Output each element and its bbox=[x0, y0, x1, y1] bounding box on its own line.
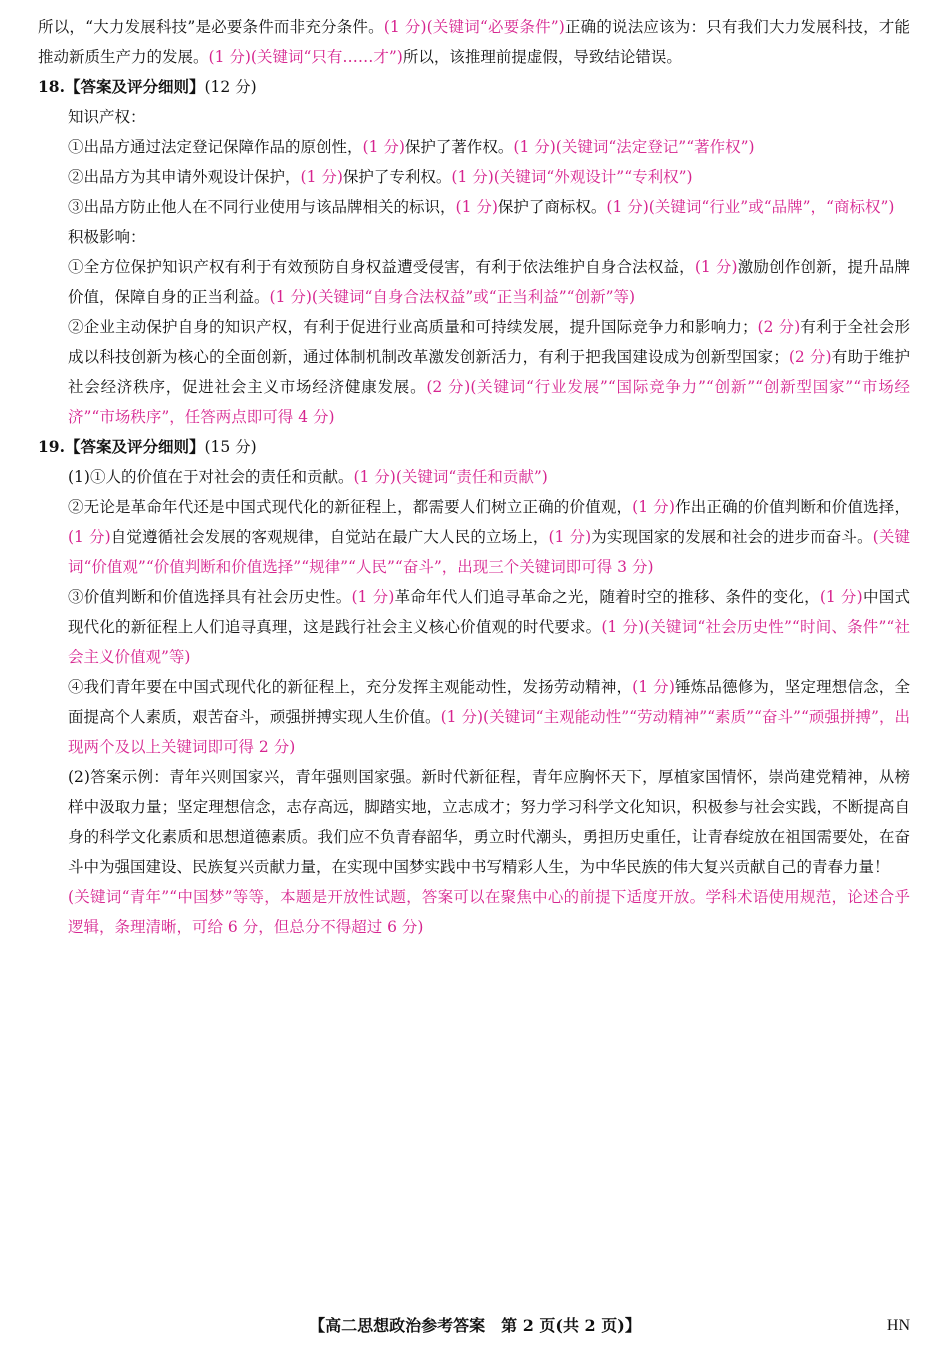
question-title: 【答案及评分细则】 bbox=[64, 77, 205, 96]
question-number: 19. bbox=[38, 437, 65, 456]
q18-pos-2 bbox=[38, 312, 910, 432]
score-note: (1 分) bbox=[548, 528, 592, 546]
q19-part2-example: (2)答案示例：青年兴则国家兴，青年强则国家强。新时代新征程，青年应胸怀天下，厚植家国情怀，崇尚建党精神，从榜样中汲取力量；坚定理想信念，志存高远，脚踏实地，立志成才；努力学习科学文化知识，积极参与社会实践，不断提高自身的科学文化素质和思想道德素质。我们应不负青春韶华，勇立时代潮头，勇担历史重任，让青春绽放在祖国需要处，在奋斗中为强国建设、民族复兴贡献力量，在实现中国梦实践中书写精彩人生，为中华民族的伟大复兴贡献自己的青春力量！ bbox=[68, 768, 910, 876]
question-score: (12 分) bbox=[204, 78, 257, 96]
answer-text: 保护了商标权。 bbox=[497, 198, 607, 216]
score-note: (2 分)(关键词“行业发展”“国际竞争力”“创新”“创新型国家”“市场经济”“市场秩序”，任答两点即可得 4 分) bbox=[68, 378, 910, 426]
answer-text: ④我们青年要在中国式现代化的新征程上，充分发挥主观能动性，发扬劳动精神， bbox=[68, 678, 633, 696]
q19-header bbox=[38, 432, 910, 462]
q18-ip-1 bbox=[38, 132, 910, 162]
q17-continuation bbox=[38, 12, 910, 72]
answer-text: 有助于维护社会经济秩序，促进社会主义市场经济健康发展。 bbox=[68, 348, 910, 396]
answer-text: 激励创作创新，提升品牌价值，保障自身的正当利益。 bbox=[68, 258, 910, 306]
score-note: (1 分)(关键词“必要条件”) bbox=[383, 18, 565, 36]
score-note: (1 分)(关键词“法定登记”“著作权”) bbox=[513, 138, 755, 156]
score-note: (1 分)(关键词“外观设计”“专利权”) bbox=[451, 168, 693, 186]
answer-text: (1)①人的价值在于对社会的责任和贡献。 bbox=[68, 468, 354, 486]
q19-part1-point1 bbox=[38, 462, 910, 492]
q19-part1-point3 bbox=[38, 582, 910, 672]
score-note: (1 分)(关键词“行业”或“品牌”，“商标权”) bbox=[606, 198, 895, 216]
answer-text: ①出品方通过法定登记保障作品的原创性， bbox=[68, 138, 363, 156]
answer-text: ②出品方为其申请外观设计保护， bbox=[68, 168, 301, 186]
score-note: (1 分)(关键词“社会历史性”“时间、条件”“社会主义价值观”等) bbox=[68, 618, 910, 666]
score-note: (1 分) bbox=[362, 138, 405, 156]
answer-text: 正确的说法应该为：只有我们大力发展科技，才能推动新质生产力的发展。 bbox=[38, 18, 910, 66]
footer-page-info: 【高二思想政治参考答案 第 2 页(共 2 页)】 bbox=[309, 1316, 641, 1335]
score-note: (1 分) bbox=[351, 588, 395, 606]
score-note: (1 分) bbox=[68, 528, 111, 546]
question-title: 【答案及评分细则】 bbox=[64, 437, 205, 456]
score-note: (1 分) bbox=[819, 588, 863, 606]
score-note: (关键词“价值观”“价值判断和价值选择”“规律”“人民”“奋斗”，出现三个关键词即可得 3 分) bbox=[68, 528, 910, 576]
answer-text: 保护了专利权。 bbox=[342, 168, 452, 186]
answer-text: ③价值判断和价值选择具有社会历史性。 bbox=[68, 588, 352, 606]
q18-label-ip: 知识产权： bbox=[68, 108, 146, 126]
footer-region-code: HN bbox=[886, 1317, 910, 1334]
q18-ip-3 bbox=[38, 192, 910, 222]
score-note: (1 分) bbox=[632, 498, 675, 516]
answer-text: 锤炼品德修为，坚定理想信念，全面提高个人素质，艰苦奋斗，顽强拼搏实现人生价值。 bbox=[68, 678, 910, 726]
q18-header bbox=[38, 72, 910, 102]
score-note: (1 分) bbox=[694, 258, 738, 276]
answer-content bbox=[38, 12, 910, 942]
answer-text: 有利于全社会形成以科技创新为核心的全面创新，通过体制机制改革激发创新活力，有利于把我国建设成为创新型国家； bbox=[68, 318, 910, 366]
score-note: (1 分) bbox=[300, 168, 343, 186]
answer-text: ①全方位保护知识产权有利于有效预防自身权益遭受侵害，有利于依法维护自身合法权益， bbox=[68, 258, 695, 276]
q18-label-pos: 积极影响： bbox=[68, 228, 146, 246]
answer-text: 所以，“大力发展科技”是必要条件而非充分条件。 bbox=[38, 18, 384, 36]
answer-text: 革命年代人们追寻革命之光，随着时空的推移、条件的变化， bbox=[394, 588, 820, 606]
answer-text: 所以，该推理前提虚假，导致结论错误。 bbox=[402, 48, 682, 66]
score-note: (1 分)(关键词“只有……才”) bbox=[208, 48, 403, 66]
q19-part2-scoring-note: (关键词“青年”“中国梦”等等，本题是开放性试题，答案可以在聚焦中心的前提下适度开放。学科术语使用规范，论述合乎逻辑，条理清晰，可给 6 分，但总分不得超过 6 分) bbox=[68, 888, 910, 936]
score-note: (1 分)(关键词“主观能动性”“劳动精神”“素质”“奋斗”“顽强拼搏”，出现两个及以上关键词即可得 2 分) bbox=[68, 708, 910, 756]
answer-text: 中国式现代化的新征程上人们追寻真理，这是践行社会主义核心价值观的时代要求。 bbox=[68, 588, 910, 636]
score-note: (1 分) bbox=[632, 678, 675, 696]
q19-part1-point2 bbox=[38, 492, 910, 582]
score-note: (1 分)(关键词“责任和贡献”) bbox=[353, 468, 548, 486]
score-note: (2 分) bbox=[788, 348, 832, 366]
q19-part1-point4 bbox=[38, 672, 910, 762]
question-number: 18. bbox=[38, 77, 65, 96]
q18-ip-2 bbox=[38, 162, 910, 192]
answer-text: 自觉遵循社会发展的客观规律，自觉站在最广大人民的立场上， bbox=[110, 528, 549, 546]
answer-text: ③出品方防止他人在不同行业使用与该品牌相关的标识， bbox=[68, 198, 456, 216]
q18-pos-1 bbox=[38, 252, 910, 312]
score-note: (1 分)(关键词“自身合法权益”或“正当利益”“创新”等) bbox=[269, 288, 636, 306]
answer-text: 作出正确的价值判断和价值选择， bbox=[674, 498, 910, 516]
page-footer bbox=[0, 1311, 950, 1341]
answer-text: ②企业主动保护自身的知识产权，有利于促进行业高质量和可持续发展，提升国际竞争力和影响力； bbox=[68, 318, 758, 336]
answer-text: ②无论是革命年代还是中国式现代化的新征程上，都需要人们树立正确的价值观， bbox=[68, 498, 633, 516]
score-note: (1 分) bbox=[455, 198, 498, 216]
answer-text: 为实现国家的发展和社会的进步而奋斗。 bbox=[591, 528, 873, 546]
answer-text: 保护了著作权。 bbox=[404, 138, 514, 156]
question-score: (15 分) bbox=[204, 438, 257, 456]
score-note: (2 分) bbox=[757, 318, 801, 336]
